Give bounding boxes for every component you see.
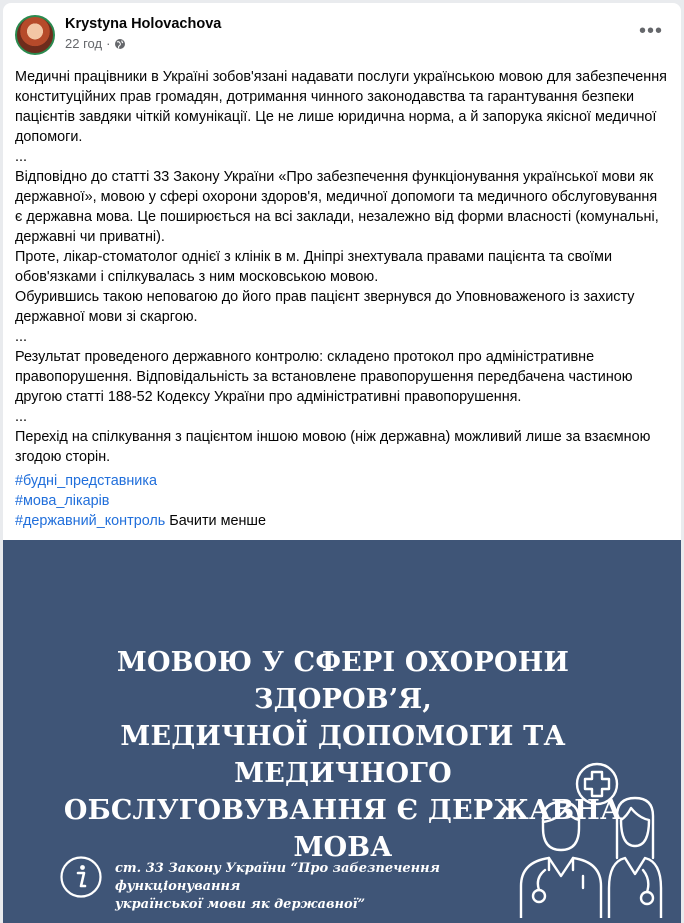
paragraph: Медичні працівники в Україні зобов'язані надавати послуги українською мовою для забезпечення конституційних прав громадян, дотримання чинного законодавства та гарантування безпеки пацієнтів завдяки чіткій комунікації. Це не лише юридична норма, а й запорука якісної медичної допомоги. [15,69,667,145]
post-text [15,67,667,467]
doctors-icon [513,758,663,918]
meta-separator: · [106,36,111,51]
paragraph: ... [15,329,27,345]
hashtag-link[interactable]: #мова_лікарів [15,493,110,509]
post-meta [65,36,126,51]
hashtags [15,471,667,531]
author-name[interactable]: Krystyna Holovachova [65,16,222,32]
paragraph: Проте, лікар-стоматолог однієї з клінік в м. Дніпрі знехтувала правами пацієнта та своїми обов'язками і спілкувалась з ним московською мовою. [15,249,612,285]
banner-title-line: МЕДИЧНОЇ ДОПОМОГИ ТА МЕДИЧНОГО [120,721,566,789]
paragraph: Перехід на спілкування з пацієнтом іншою мовою (ніж державна) можливий лише за взаємною згодою сторін. [15,429,651,465]
hashtag-link[interactable]: #державний_контроль [15,513,166,529]
paragraph: ... [15,149,27,165]
banner-caption [115,860,515,914]
caption-line: ст. 33 Закону України “Про забезпечення функціонування [115,861,440,894]
post-image-banner[interactable] [3,540,681,923]
paragraph: ... [15,409,27,425]
see-less-button[interactable]: Бачити менше [169,513,266,529]
info-icon [59,855,103,899]
banner-title-line: МОВОЮ У СФЕРІ ОХОРОНИ ЗДОРОВ’Я, [116,647,570,715]
paragraph: Обурившись такою неповагою до його прав пацієнт звернувся до Уповноваженого із захисту державної мови зі скаргою. [15,289,635,325]
post-header [15,15,669,57]
avatar[interactable] [15,15,55,55]
more-options-icon[interactable]: ••• [638,20,663,42]
post-card [3,3,681,923]
caption-line: української мови як державної” [115,897,366,912]
paragraph: Відповідно до статті 33 Закону України «Про забезпечення функціонування української мови як державної», мовою у сфері охорони здоров'я, медичної допомоги та медичного обслуговування є державна мова. Це поширюється на всі заклади, незалежно від форми власності (комунальні, державні чи приватні). [15,169,659,245]
hashtag-link[interactable]: #будні_представника [15,473,157,489]
paragraph: Результат проведеного державного контролю: складено протокол про адміністративне правопорушення. Відповідальність за встановлене правопорушення передбачена частиною другою статті 188-52 Кодексу України про адміністративні правопорушення. [15,349,633,405]
banner-title-line: ОБСЛУГОВУВАННЯ Є ДЕРЖАВНА МОВА [63,795,623,863]
post-time[interactable]: 22 год [65,36,103,51]
globe-icon [114,38,126,50]
